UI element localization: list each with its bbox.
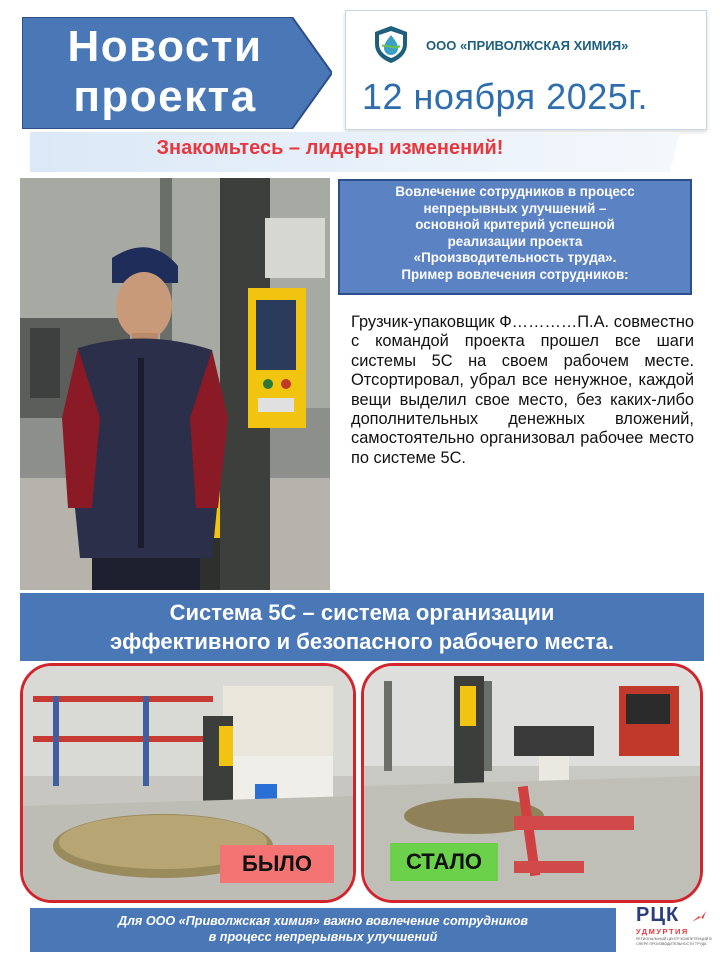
- info-line: основной критерий успешной: [415, 217, 615, 232]
- subtitle: Знакомьтесь – лидеры изменений!: [156, 137, 504, 159]
- rck-star-icon: [690, 908, 708, 926]
- info-line: Вовлечение сотрудников в процесс: [395, 184, 635, 199]
- footer-line-2: в процесс непрерывных улучшений: [208, 930, 438, 944]
- info-line: «Производительность труда».: [413, 250, 617, 265]
- rck-region: УДМУРТИЯ: [636, 927, 689, 936]
- banner-line-1: Система 5С – система организации: [169, 600, 555, 625]
- info-box: [338, 179, 692, 295]
- worker-photo: [20, 178, 330, 590]
- rck-caption: РЕГИОНАЛЬНЫЙ ЦЕНТР КОМПЕТЕНЦИЙ В СФЕРЕ ПРОИЗВОДИТЕЛЬНОСТИ ТРУДА: [636, 937, 712, 946]
- issue-date: 12 ноября 2025г.: [362, 76, 648, 117]
- title-line-2: проекта: [73, 72, 257, 121]
- before-label: БЫЛО: [220, 845, 334, 883]
- five-s-banner: [20, 593, 704, 661]
- worker-description: Грузчик-упаковщик Ф…………П.А. совместно с командой проекта прошел все шаги системы 5С на своем рабочем месте. Отсортировал, убрал все ненужное, каждой вещи выделил свое место, без каких-либо дополнительных денежных вложений, самостоятельно организовал рабочее место по системе 5С.: [351, 313, 694, 467]
- company-logo-icon: [372, 24, 410, 64]
- title-line-1: Новости: [67, 22, 263, 71]
- footer-line-1: Для ООО «Приволжская химия» важно вовлечение сотрудников: [117, 914, 528, 928]
- rck-logo: РЦК: [636, 904, 680, 926]
- info-line: непрерывных улучшений –: [423, 200, 607, 216]
- info-line: Пример вовлечения сотрудников:: [401, 266, 629, 282]
- info-line: реализации проекта: [447, 233, 583, 249]
- page-title: [40, 22, 290, 122]
- banner-line-2: эффективного и безопасного рабочего места.: [110, 629, 614, 654]
- after-label: СТАЛО: [390, 843, 498, 881]
- footer-banner: [30, 908, 616, 952]
- company-name: ООО «ПРИВОЛЖСКАЯ ХИМИЯ»: [426, 38, 629, 53]
